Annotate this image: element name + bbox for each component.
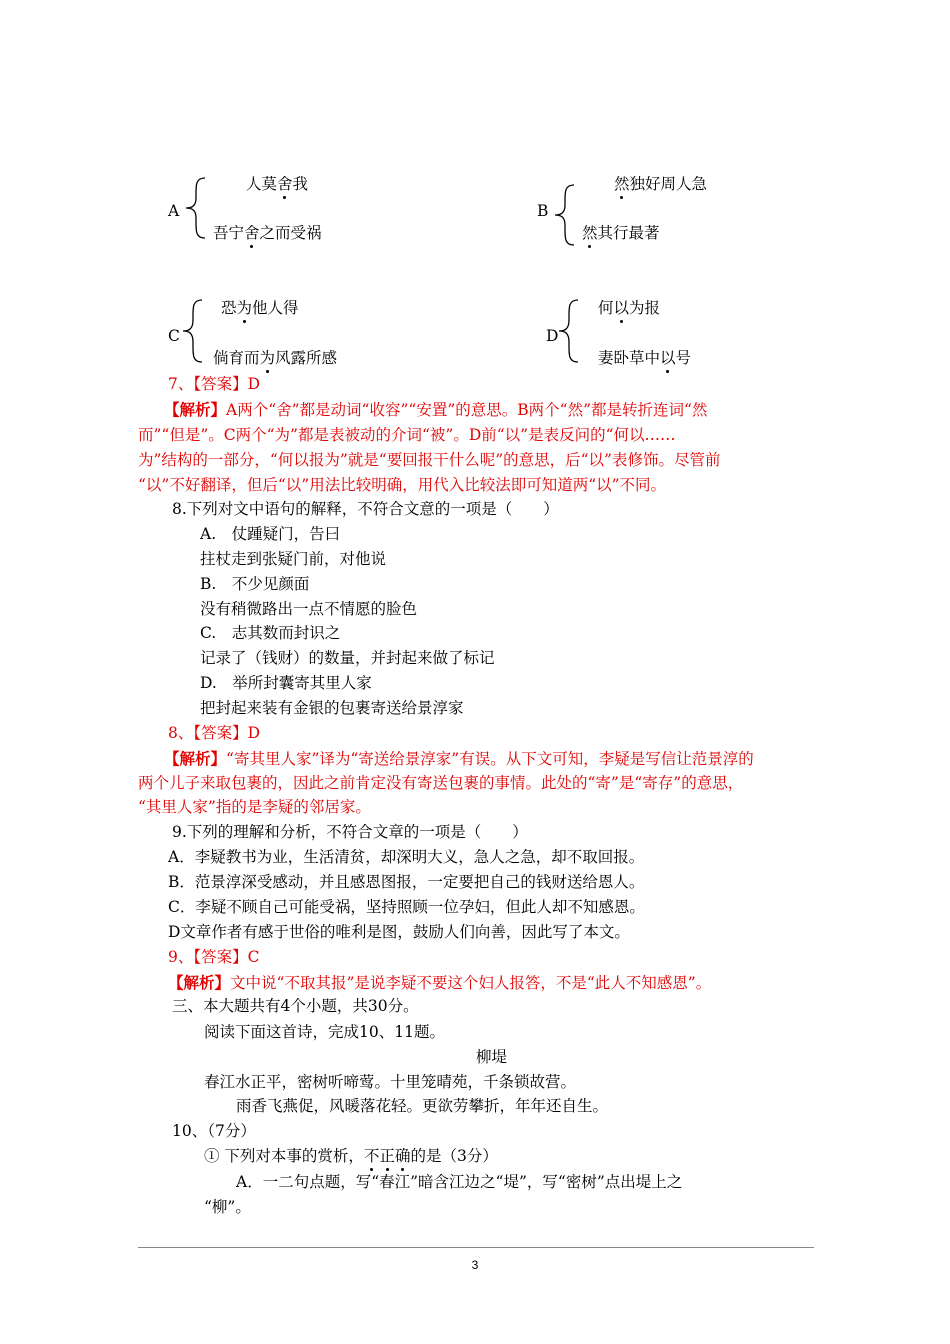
q9-option-a: A．李疑教书为业，生活清贫，却深明大义，急人之急，却不取回报。 xyxy=(168,848,645,866)
q10-option-a-line2: “柳”。 xyxy=(204,1198,251,1216)
option-d-line1: 何以为报 xyxy=(598,299,661,317)
q9-analysis-tag: 【解析】 xyxy=(168,973,231,992)
q8-analysis-line: 两个儿子来取包裹的，因此之前肯定没有寄送包裹的事情。此处的“寄”是“寄存”的意思， xyxy=(138,774,744,792)
q7-analysis-line: 为”结构的一部分，“何以报为”就是“要回报干什么呢”的意思，后“以”表修饰。尽管前 xyxy=(138,451,721,469)
q10-option-a-line1: A．一二句点题，写“春江”暗含江边之“堤”，写“密树”点出堤上之 xyxy=(236,1173,683,1191)
q7-answer: 7、【答案】D xyxy=(168,375,261,393)
q7-analysis-line: A两个“舍”都是动词“收容”“安置”的意思。B两个“然”都是转折连词“然 xyxy=(226,401,708,419)
section3-heading: 三、本大题共有4个小题，共30分。 xyxy=(172,997,419,1015)
q8-analysis-tag: 【解析】 xyxy=(164,749,227,768)
emphasis-char: 确 xyxy=(394,1147,411,1165)
section3-intro: 阅读下面这首诗，完成10、11题。 xyxy=(204,1023,445,1041)
q7-analysis-line: “以”不好翻译，但后“以”用法比较明确，用代入比较法即可知道两“以”不同。 xyxy=(138,476,667,494)
emphasis-char: 不 xyxy=(363,1147,380,1165)
q8-explanation-c: 记录了（钱财）的数量，并封起来做了标记 xyxy=(200,649,495,667)
q8-explanation-d: 把封起来装有金银的包裹寄送给景淳家 xyxy=(200,699,464,717)
brace-d-icon xyxy=(556,298,582,364)
q8-analysis-line: “其里人家”指的是李疑的邻居家。 xyxy=(138,798,371,816)
option-c-line1: 恐为他人得 xyxy=(221,299,299,317)
q8-option-b: B. 不少见颜面 xyxy=(200,575,310,593)
option-b-line2: 然其行最著 xyxy=(582,224,660,242)
q8-explanation-a: 拄杖走到张疑门前，对他说 xyxy=(200,550,387,568)
poem-title: 柳堤 xyxy=(476,1048,508,1066)
q9-stem: 9.下列的理解和分析，不符合文章的一项是（ ） xyxy=(172,823,528,841)
q10-label: 10、（7分） xyxy=(172,1122,256,1140)
q8-explanation-b: 没有稍微路出一点不情愿的脸色 xyxy=(200,600,418,618)
option-b-letter: B xyxy=(537,202,549,220)
q9-option-c: C．李疑不顾自己可能受祸，坚持照顾一位孕妇，但此人却不知感恩。 xyxy=(168,898,645,916)
q10-subquestion: ① 下列对本事的赏析，不正确的是（3分） xyxy=(204,1147,498,1165)
option-a-line2: 吾宁舍之而受祸 xyxy=(213,224,322,242)
q9-analysis xyxy=(168,975,711,992)
q9-analysis-text: 文中说“不取其报”是说李疑不要这个妇人报答，不是“此人不知感恩”。 xyxy=(230,974,712,992)
q7-analysis-line: 而”“但是”。C两个“为”都是表被动的介词“被”。D前“以”是表反问的“何以…… xyxy=(138,426,676,444)
option-d-letter: D xyxy=(546,327,559,345)
option-b-line1: 然独好周人急 xyxy=(614,175,708,193)
brace-a-icon xyxy=(183,176,209,240)
q8-option-d: D. 举所封囊寄其里人家 xyxy=(200,674,372,692)
emphasis-char: 正 xyxy=(379,1147,395,1165)
page-number: 3 xyxy=(471,1258,479,1272)
q8-option-c: C. 志其数而封识之 xyxy=(200,624,341,642)
option-c-line2: 倘育而为风露所感 xyxy=(213,349,338,367)
q8-option-a: A. 仗踵疑门，告曰 xyxy=(200,525,341,543)
brace-b-icon xyxy=(552,183,578,247)
q8-answer: 8、【答案】D xyxy=(168,724,261,742)
q10-dotted-word xyxy=(364,1147,411,1165)
q7-analysis-tag: 【解析】 xyxy=(164,400,227,419)
brace-c-icon xyxy=(180,298,206,364)
q9-option-d: D文章作者有感于世俗的唯利是图，鼓励人们向善，因此写了本文。 xyxy=(168,923,630,941)
q8-stem: 8.下列对文中语句的解释，不符合文意的一项是（ ） xyxy=(172,500,559,518)
poem-line-2: 雨香飞燕促，风暖落花轻。更欲劳攀折，年年还自生。 xyxy=(236,1097,609,1115)
poem-line-1: 春江水正平，密树听啼莺。十里笼晴苑，千条锁故营。 xyxy=(204,1073,577,1091)
option-a-letter: A xyxy=(168,202,180,220)
q9-answer: 9、【答案】C xyxy=(168,948,260,966)
q9-option-b: B．范景淳深受感动，并且感恩图报，一定要把自己的钱财送给恩人。 xyxy=(168,873,645,891)
option-d-line2: 妻卧草中以号 xyxy=(598,349,692,367)
footer-divider xyxy=(138,1247,814,1248)
option-c-letter: C xyxy=(168,327,180,345)
option-a-line1: 人莫舍我 xyxy=(246,175,309,193)
q8-analysis-line: “寄其里人家”译为“寄送给景淳家”有误。从下文可知，李疑是写信让范景淳的 xyxy=(226,750,754,768)
